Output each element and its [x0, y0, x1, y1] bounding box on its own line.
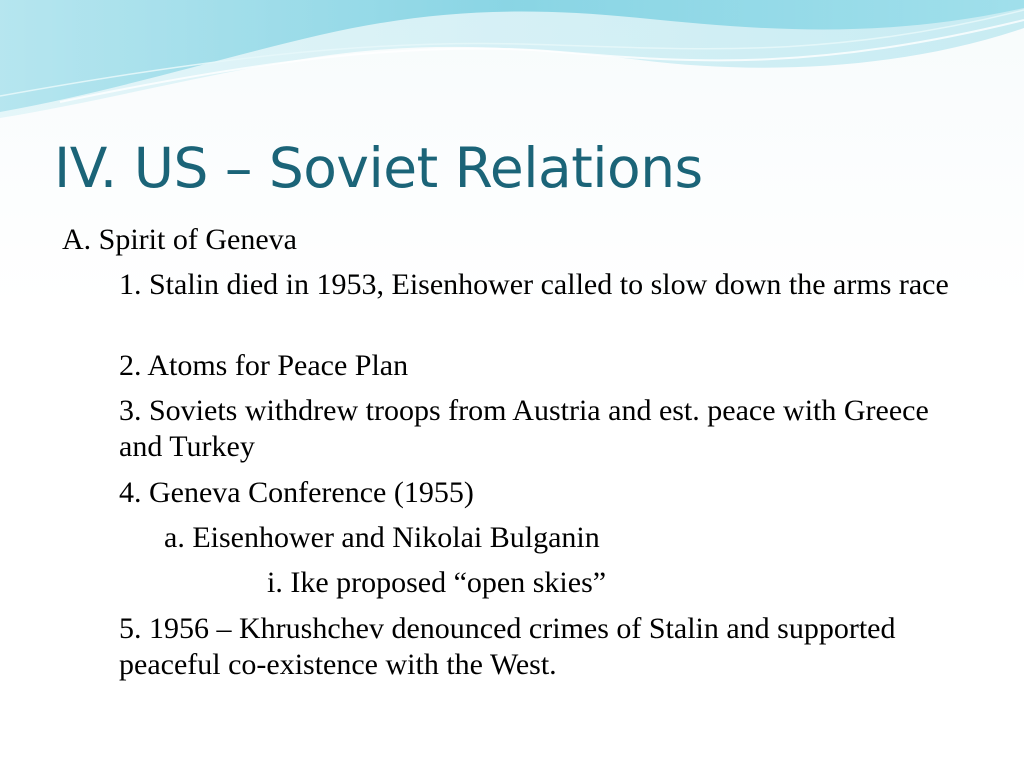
wave-decoration — [0, 0, 1024, 120]
outline-item-1: 1. Stalin died in 1953, Eisenhower called to slow down the arms race — [119, 268, 949, 301]
outline-item-3: 3. Soviets withdrew troops from Austria and est. peace with Greece and Turkey — [119, 394, 929, 463]
outline-item-4a: a. Eisenhower and Nikolai Bulganin — [164, 521, 600, 554]
outline-item-4: 4. Geneva Conference (1955) — [119, 476, 474, 509]
outline-item-4ai: i. Ike proposed “open skies” — [267, 566, 607, 599]
slide-title: IV. US – Soviet Relations — [54, 136, 703, 200]
outline-item-a: A. Spirit of Geneva — [62, 223, 297, 256]
outline-item-2: 2. Atoms for Peace Plan — [119, 349, 409, 382]
outline-item-5: 5. 1956 – Khrushchev denounced crimes of Stalin and supported peaceful co-existence with the West. — [119, 612, 896, 681]
